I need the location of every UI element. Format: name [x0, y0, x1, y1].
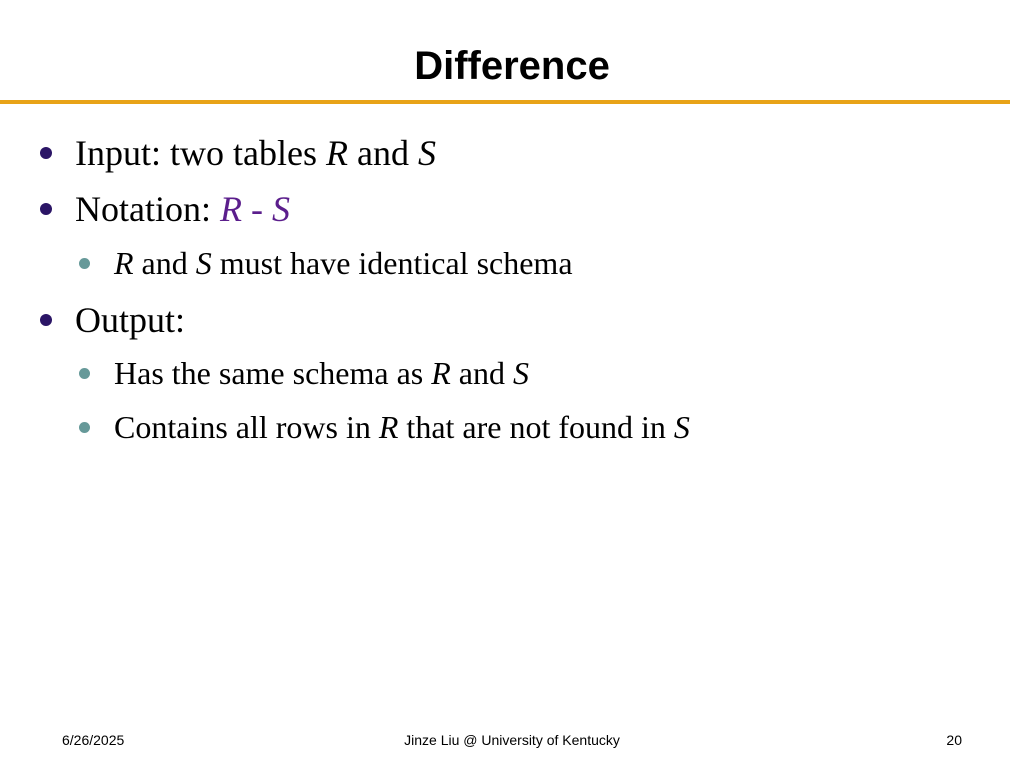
bullet-text: Notation:	[75, 189, 220, 229]
bullet-input	[75, 131, 436, 175]
subbullet-same-schema	[114, 353, 529, 393]
variable-r: R	[378, 409, 399, 445]
bullet-text: Input: two tables	[75, 133, 326, 173]
slide-title: Difference	[414, 44, 610, 88]
bullet-text: Has the same schema as	[114, 355, 432, 391]
bullet-dot-level1	[40, 314, 52, 326]
variable-s: S	[195, 245, 212, 281]
bullet-text: must have identical schema	[211, 245, 573, 281]
subbullet-contains-rows	[114, 407, 690, 447]
bullet-dot-level2	[79, 368, 90, 379]
variable-s: S	[673, 409, 690, 445]
notation-expression: R - S	[219, 189, 290, 229]
bullet-text: that are not found in	[398, 409, 674, 445]
bullet-dot-level2	[79, 422, 90, 433]
variable-r: R	[114, 245, 134, 281]
variable-r: R	[325, 133, 348, 173]
bullet-text: and	[450, 355, 513, 391]
variable-r: R	[431, 355, 451, 391]
bullet-output	[75, 298, 185, 342]
footer-date: 6/26/2025	[62, 732, 125, 748]
bullet-dot-level1	[40, 147, 52, 159]
bullet-dot-level1	[40, 203, 52, 215]
bullet-text: Output:	[75, 300, 186, 340]
title-divider	[0, 100, 1010, 104]
footer-author: Jinze Liu @ University of Kentucky	[404, 732, 620, 748]
bullet-text: and	[347, 133, 418, 173]
bullet-dot-level2	[79, 258, 90, 269]
variable-s: S	[417, 133, 436, 173]
subbullet-identical-schema	[114, 243, 573, 283]
bullet-text: Contains all rows in	[114, 409, 379, 445]
footer-page-number: 20	[946, 732, 962, 748]
bullet-notation	[75, 187, 290, 231]
bullet-text: and	[133, 245, 196, 281]
variable-s: S	[512, 355, 529, 391]
